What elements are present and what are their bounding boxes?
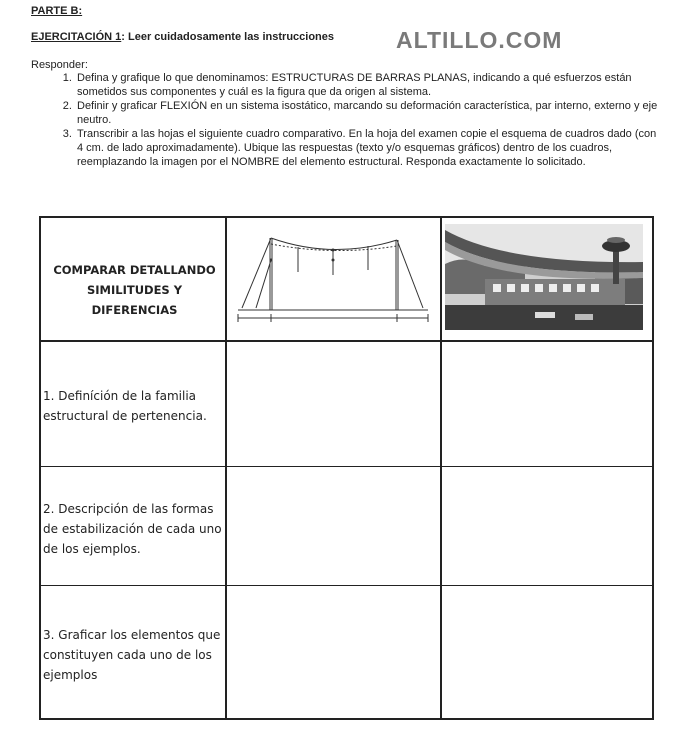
instruction-item: 3. Transcribir a las hojas el siguiente cuadro comparativo. En la hoja del examen copie el esquema de cuadros dado (con 4 cm. de lado aproximadamente). Ubique las respuestas (texto y/o esquemas gráficos) dentro de los cuadros, reemplazando la imagen por el NOMBRE del elemento estructural. Responda exactamente lo solicitado. bbox=[75, 127, 661, 169]
comparison-table bbox=[39, 216, 654, 720]
instruction-item: 1. Defina y grafique lo que denominamos: ESTRUCTURAS DE BARRAS PLANAS, indicando a qué esfuerzos están sometidos sus componentes y cuál es la figura que da origen al sistema. bbox=[75, 71, 661, 99]
table-header-cell: COMPARAR DETALLANDO SIMILITUDES Y DIFERENCIAS bbox=[53, 263, 216, 317]
responder-label: Responder: bbox=[31, 59, 88, 71]
instruction-item: 2. Definir y graficar FLEXIÓN en un sistema isostático, marcando su deformación característica, par interno, externo y eje neutro. bbox=[75, 99, 661, 127]
row-label-family: 1. Definíción de la familia estructural de pertenencia. bbox=[43, 389, 207, 423]
table-divider bbox=[41, 340, 652, 342]
table-divider bbox=[41, 585, 652, 586]
section-title: PARTE B: bbox=[31, 5, 83, 17]
brand-watermark: ALTILLO.COM bbox=[396, 27, 563, 53]
row-label-stabilization: 2. Descripción de las formas de estabilización de cada uno de los ejemplos. bbox=[43, 502, 222, 556]
row-label-elements: 3. Graficar los elementos que constituyen cada uno de los ejemplos bbox=[43, 628, 221, 682]
table-divider bbox=[41, 466, 652, 467]
building-photo bbox=[445, 224, 643, 330]
exercise-label: EJERCITACIÓN 1 bbox=[31, 31, 122, 43]
table-divider bbox=[440, 218, 442, 718]
instructions-list bbox=[31, 71, 661, 169]
exercise-instruction: : Leer cuidadosamente las instrucciones bbox=[121, 31, 335, 43]
cable-structure-diagram bbox=[228, 220, 439, 338]
exercise-heading bbox=[31, 31, 334, 43]
